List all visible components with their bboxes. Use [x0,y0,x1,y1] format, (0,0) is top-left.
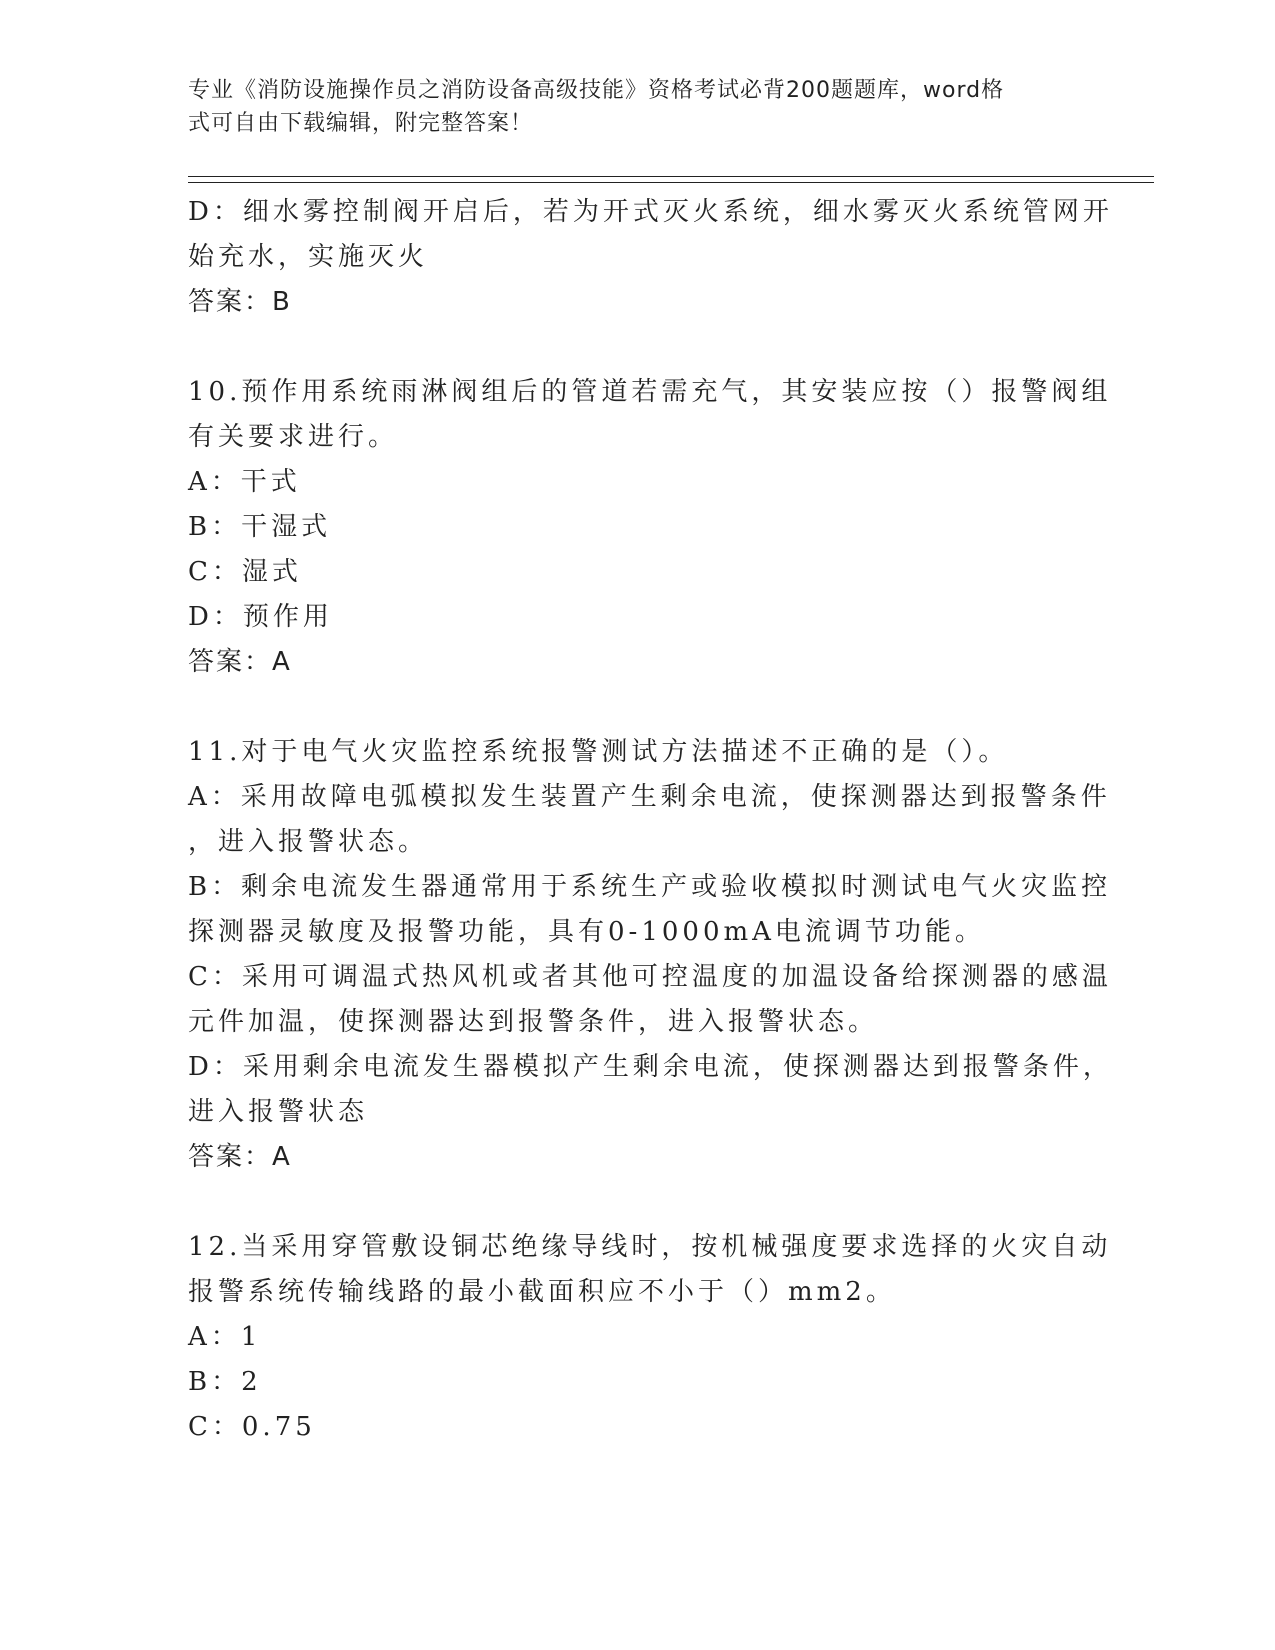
q10-option-d: D：预作用 [188,602,333,632]
q11-option-c-line-2: 元件加温，使探测器达到报警条件，进入报警状态。 [188,1007,879,1037]
spacer [188,1180,1088,1225]
q10-stem-line-1: 10.预作用系统雨淋阀组后的管道若需充气，其安装应按（）报警阀组 [188,377,1112,407]
header-line-2: 式可自由下载编辑，附完整答案！ [188,111,534,136]
q10-option-c: C：湿式 [188,557,302,587]
q12-stem-line-2: 报警系统传输线路的最小截面积应不小于（）mm2。 [188,1277,896,1307]
q11-option-b-line-2: 探测器灵敏度及报警功能，具有0-1000mA电流调节功能。 [188,917,985,947]
q10-option-b: B：干湿式 [188,512,332,542]
q12-option-a: A：1 [188,1322,262,1352]
q12-option-b: B：2 [188,1367,262,1397]
q10-option-a: A：干式 [188,467,301,497]
q12-option-c: C：0.75 [188,1412,316,1442]
q11-option-a-line-2: ，进入报警状态。 [188,827,429,857]
question-12 [188,1225,1112,1450]
q11-option-d-line-2: 进入报警状态 [188,1097,369,1127]
question-9-tail [188,190,1113,325]
q10-stem-line-2: 有关要求进行。 [188,422,399,452]
q11-answer: 答案：A [188,1142,292,1172]
q9-option-d-line-1: D：细水雾控制阀开启后，若为开式灭火系统，细水雾灭火系统管网开 [188,197,1113,227]
q9-option-d-line-2: 始充水，实施灭火 [188,242,429,272]
page-header [188,74,1068,140]
spacer [188,685,1088,730]
header-line-1: 专业《消防设施操作员之消防设备高级技能》资格考试必背200题题库，word格 [188,78,1005,103]
q11-option-a-line-1: A：采用故障电弧模拟发生装置产生剩余电流，使探测器达到报警条件 [188,782,1111,812]
header-divider-bottom [188,182,1154,183]
q11-option-d-line-1: D：采用剩余电流发生器模拟产生剩余电流，使探测器达到报警条件， [188,1052,1113,1082]
q11-stem: 11.对于电气火灾监控系统报警测试方法描述不正确的是（）。 [188,737,1009,767]
q10-answer: 答案：A [188,647,292,677]
q11-option-c-line-1: C：采用可调温式热风机或者其他可控温度的加温设备给探测器的感温 [188,962,1112,992]
header-divider-top [188,176,1154,177]
q9-answer: 答案：B [188,287,292,317]
spacer [188,325,1088,370]
question-11 [188,730,1113,1180]
question-content [188,190,1113,1450]
q12-stem-line-1: 12.当采用穿管敷设铜芯绝缘导线时，按机械强度要求选择的火灾自动 [188,1232,1112,1262]
q11-option-b-line-1: B：剩余电流发生器通常用于系统生产或验收模拟时测试电气火灾监控 [188,872,1112,902]
question-10 [188,370,1112,685]
